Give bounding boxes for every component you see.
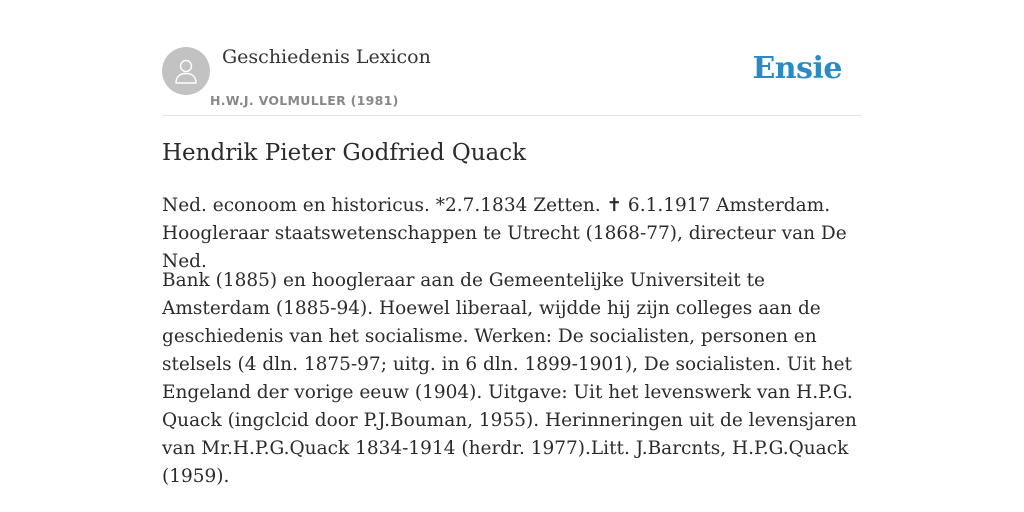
source-title[interactable]: Geschiedenis Lexicon (222, 46, 431, 68)
user-icon (171, 56, 201, 86)
entry-title: Hendrik Pieter Godfried Quack (162, 140, 527, 166)
source-author: H.W.J. VOLMULLER (1981) (210, 93, 399, 108)
ensie-logo[interactable]: Ensie (752, 51, 842, 86)
page-container (162, 0, 862, 487)
avatar[interactable] (162, 47, 210, 95)
entry-paragraph-2: Bank (1885) en hoogleraar aan de Gemeentelijke Universiteit te Amsterdam (1885-94). Hoewel liberaal, wijdde hij zijn colleges aan de geschiedenis van het socialisme. Werken: De socialisten, personen en stelsels (4 dln. 1875-97; uitg. in 6 dln. 1899-1901), De socialisten. Uit het Engeland der vorige eeuw (1904). Uitgave: Uit het levenswerk van H.P.G. Quack (ingclcid door P.J.Bouman, 1955). Herinneringen uit de levensjaren van Mr.H.P.G.Quack 1834-1914 (herdr. 1977).Litt. J.Barcnts, H.P.G.Quack (1959). (162, 270, 857, 487)
source-header (162, 0, 862, 116)
entry-paragraph-1: Ned. econoom en historicus. *2.7.1834 Zetten. ✝ 6.1.1917 Amsterdam. Hoogleraar staatswetenschappen te Utrecht (1868-77), directeur van De Ned. (162, 195, 847, 272)
